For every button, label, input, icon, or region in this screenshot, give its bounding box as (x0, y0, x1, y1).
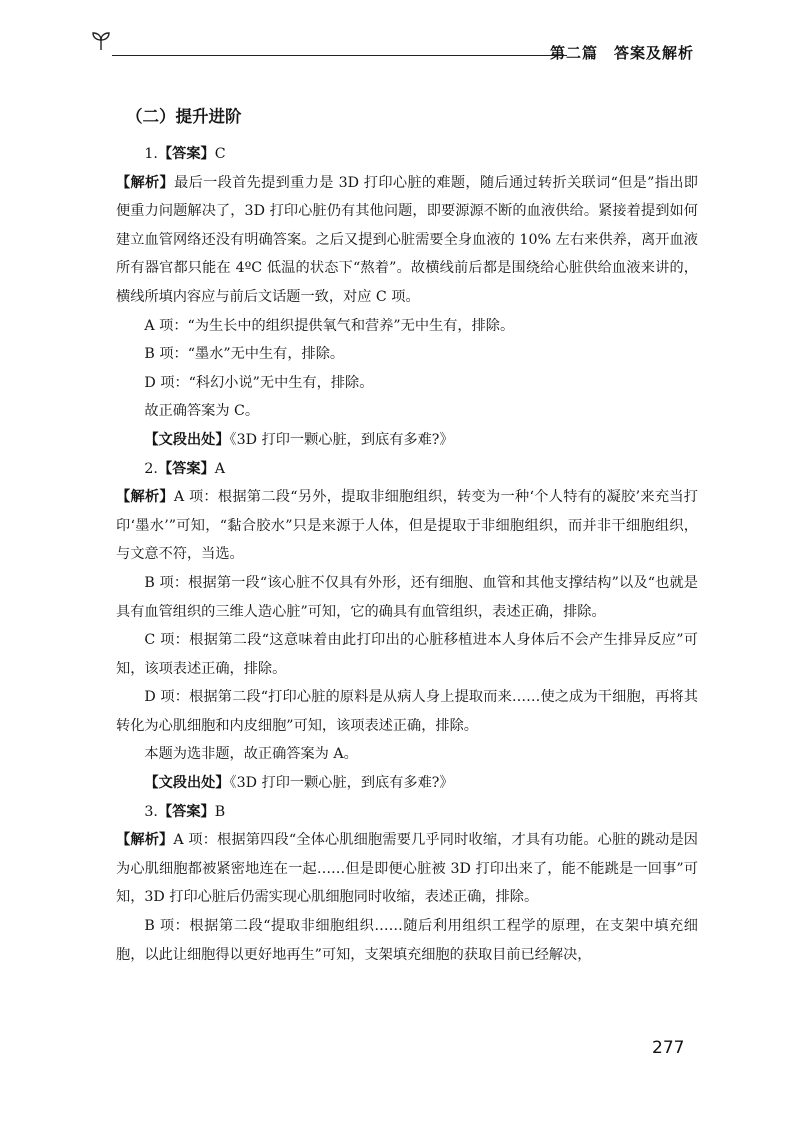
analysis-text: 最后一段首先提到重力是 3D 打印心脏的难题，随后通过转折关联词“但是”指出即便重力问题解决了，3D 打印心脏仍有其他问题，即要源源不断的血液供给。紧接着提到如何建立血管网络还没有明确答案。之后又提到心脏需要全身血液的 10% 左右来供养，离开血液所有器官都只能在 4ºC 低温的状态下“熬着”。故横线前后都是围绕给心脏供给血液来讲的，横线所填内容应与前后文话题一致，对应 C 项。 (116, 174, 698, 305)
answer-label: 【答案】 (157, 803, 215, 820)
q2-answer-line: 2.【答案】A (144, 460, 225, 477)
analysis-label: 【解析】 (116, 489, 174, 506)
answer-value: B (214, 803, 226, 820)
q1-option-a: A 项：“为生长中的组织提供氧气和营养”无中生有，排除。 (144, 317, 515, 334)
q2-option-d: D 项：根据第二段“打印心脏的原料是从病人身上提取而来……使之成为干细胞，再将其转化为心肌细胞和内皮细胞”可知，该项表述正确，排除。 (116, 689, 698, 734)
analysis-text: A 项：根据第四段“全体心肌细胞需要几乎同时收缩，才具有功能。心脏的跳动是因为心肌细胞都被紧密地连在一起……但是即便心脏被 3D 打印出来了，能不能跳是一回事”可知，3D 打印心脏后仍需实现心肌细胞同时收缩，表述正确，排除。 (116, 832, 698, 906)
q3-analysis (116, 826, 698, 912)
source-text: 《3D 打印一颗心脏，到底有多难?》 (229, 431, 454, 448)
analysis-label: 【解析】 (116, 832, 174, 849)
header-rule (112, 55, 567, 56)
page-number: 277 (652, 1038, 685, 1058)
q3-answer-line: 3.【答案】B (144, 803, 226, 820)
q2-analysis (116, 483, 698, 569)
source-text: 《3D 打印一颗心脏，到底有多难?》 (229, 775, 454, 792)
q1-option-d: D 项：“科幻小说”无中生有，排除。 (144, 374, 374, 391)
chapter-title: 第二篇 答案及解析 (549, 44, 694, 62)
source-label: 【文段出处】 (144, 775, 230, 792)
q1-conclusion: 故正确答案为 C。 (144, 403, 260, 420)
q2-source (116, 769, 698, 798)
answer-label: 【答案】 (157, 460, 215, 477)
page-body (116, 104, 698, 969)
analysis-text: A 项：根据第二段“另外，提取非细胞组织，转变为一种‘个人特有的凝胶’来充当打印‘墨水’”可知，“黏合胶水”只是来源于人体，但是提取于非细胞组织，而并非干细胞组织，与文意不符，当选。 (116, 489, 698, 563)
page-header (90, 28, 694, 64)
answer-label: 【答案】 (157, 146, 215, 162)
q1-option-b: B 项：“墨水”无中生有，排除。 (144, 346, 345, 363)
q1-source (116, 426, 698, 455)
answer-value: A (214, 460, 225, 477)
sprout-leaf-icon (90, 30, 112, 52)
q2-option-b: B 项：根据第一段“该心脏不仅具有外形，还有细胞、血管和其他支撑结构”以及“也就是具有血管组织的三维人造心脏”可知，它的确具有血管组织，表述正确，排除。 (116, 574, 698, 620)
q2-option-c: C 项：根据第二段“这意味着由此打印出的心脏移植进本人身体后不会产生排异反应”可知，该项表述正确，排除。 (116, 632, 698, 677)
analysis-label: 【解析】 (116, 174, 175, 191)
q2-conclusion: 本题为选非题，故正确答案为 A。 (144, 746, 358, 763)
q1-analysis (116, 169, 698, 312)
answer-value: C (214, 146, 226, 162)
section-title: （二）提升进阶 (126, 107, 242, 126)
source-label: 【文段出处】 (144, 431, 230, 448)
q3-option-b: B 项：根据第二段“提取非细胞组织……随后利用组织工程学的原理，在支架中填充细胞，以此让细胞得以更好地再生”可知，支架填充细胞的获取目前已经解决， (116, 918, 698, 963)
q1-answer-line: 1.【答案】C (144, 146, 226, 162)
